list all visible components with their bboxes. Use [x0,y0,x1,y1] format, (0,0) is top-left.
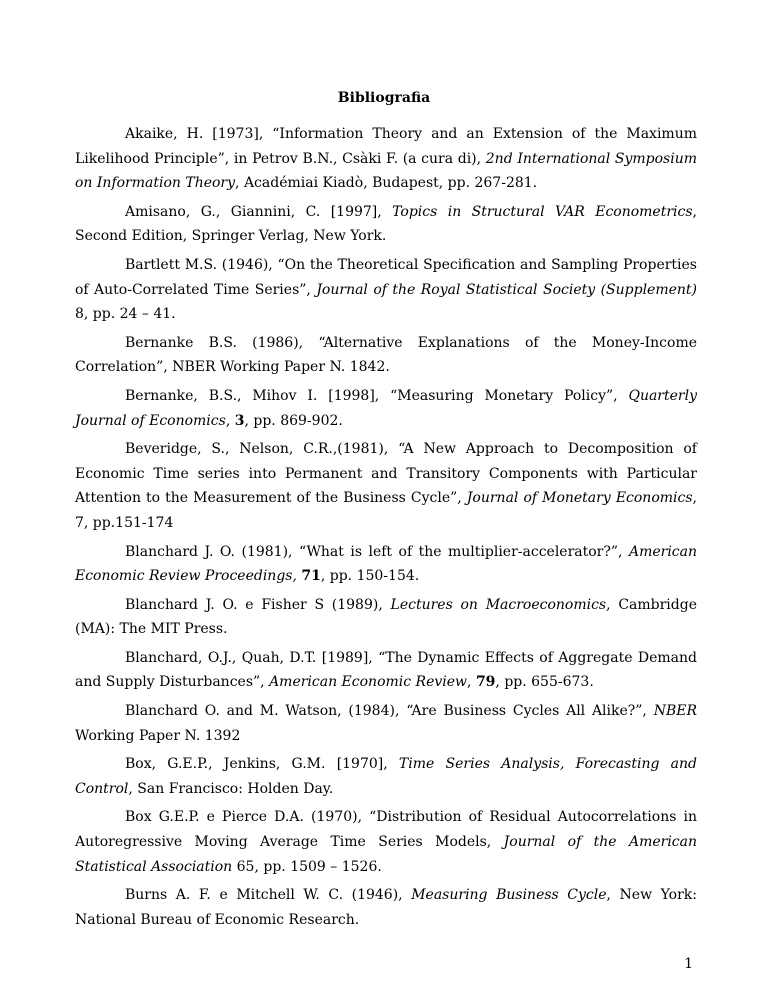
bibliography-list [75,122,697,936]
bibliography-entry [75,883,697,932]
entry-italic-text: Quarterly Journal of Economics [75,387,697,429]
entry-text: , [467,674,476,691]
entry-text: , pp. 869-902. [244,412,343,429]
entry-text: Bartlett M.S. (1946), “On the Theoretical Specification and Sampling Properties of Auto-Correlated Time Series”, [75,256,697,298]
entry-text: , New York: National Bureau of Economic Research. [75,887,697,928]
entry-text: Box, G.E.P., Jenkins, G.M. [1970], [125,756,399,773]
entry-bold-text: 79 [475,674,496,691]
bibliography-entry [75,200,697,249]
entry-text: Bernanke B.S. (1986), “Alternative Explanations of the Money-Income Correlation”, NBER Working Paper N. 1842. [75,334,697,376]
entry-text: , pp. 150-154. [320,568,420,585]
entry-text: , Académiai Kiadò, Budapest, pp. 267-281. [235,175,538,192]
bibliography-entry [75,752,697,801]
entry-text: Blanchard O. and M. Watson, (1984), “Are Business Cycles All Alike?”, [125,703,654,720]
entry-bold-text: 71 [301,568,321,585]
entry-text: Box G.E.P. e Pierce D.A. (1970), “Distribution of Residual Autocorrelations in Autoregressive Moving Average Time Series Models, [75,809,697,851]
entry-italic-text: Lectures on Macroeconomics [390,596,607,613]
bibliography-entry [75,646,697,695]
bibliography-entry [75,593,697,642]
entry-bold-text: 3 [234,412,245,429]
entry-text: Blanchard J. O. e Fisher S (1989), [125,596,391,613]
entry-italic-text: Time Series Analysis, Forecasting and Control [75,756,697,797]
entry-italic-text: American Economic Review Proceedings, [75,543,697,585]
entry-italic-text: NBER [653,703,697,720]
bibliography-entry [75,540,697,589]
bibliography-entry [75,699,697,748]
entry-text: Bernanke, B.S., Mihov I. [1998], “Measuring Monetary Policy”, [125,387,629,404]
entry-text: Beveridge, S., Nelson, C.R.,(1981), “A New Approach to Decomposition of Economic Time series into Permanent and Transitory Components with Particular Attention to the Measurement of the Business Cycle”, [75,441,697,507]
page-title: Bibliografia [337,90,431,106]
entry-italic-text: Measuring Business Cycle [411,887,607,904]
entry-text: Burns A. F. e Mitchell W. C. (1946), [125,887,412,904]
entry-text: Amisano, G., Giannini, C. [1997], [125,203,393,220]
bibliography-entry [75,331,697,380]
entry-text: , 7, pp.151-174 [75,490,697,531]
bibliography-entry [75,384,697,433]
entry-text: Akaike, H. [1973], “Information Theory and an Extension of the Maximum Likelihood Principle”, in Petrov B.N., Csàki F. (a cura di), [75,126,697,167]
entry-text: , pp. 655-673. [495,674,594,691]
entry-italic-text: Journal of the Royal Statistical Society (Supplement) [316,281,697,298]
entry-text: , San Francisco: Holden Day. [128,780,334,797]
entry-italic-text: American Economic Review [269,674,468,691]
entry-text: , Second Edition, Springer Verlag, New York. [75,203,697,245]
page-number: 1 [684,956,693,972]
entry-text: 8, pp. 24 – 41. [75,306,176,323]
entry-text: , Cambridge (MA): The MIT Press. [75,596,697,638]
entry-italic-text: 2nd International Symposium on Information Theory [75,150,697,192]
entry-text: , [225,412,235,429]
entry-italic-text: Journal of the American Statistical Association [75,834,697,875]
bibliography-entry [75,805,697,879]
entry-text: Working Paper N. 1392 [75,727,241,744]
bibliography-entry [75,437,697,535]
bibliography-entry [75,122,697,196]
entry-italic-text: Journal of Monetary Economics [466,490,693,507]
entry-italic-text: Topics in Structural VAR Econometrics [392,203,693,220]
bibliography-entry [75,253,697,327]
entry-text: Blanchard, O.J., Quah, D.T. [1989], “The Dynamic Effects of Aggregate Demand and Supply Disturbances”, [75,649,697,691]
entry-text: Blanchard J. O. (1981), “What is left of the multiplier-accelerator?”, [125,543,629,560]
entry-text: 65, pp. 1509 – 1526. [232,858,382,875]
